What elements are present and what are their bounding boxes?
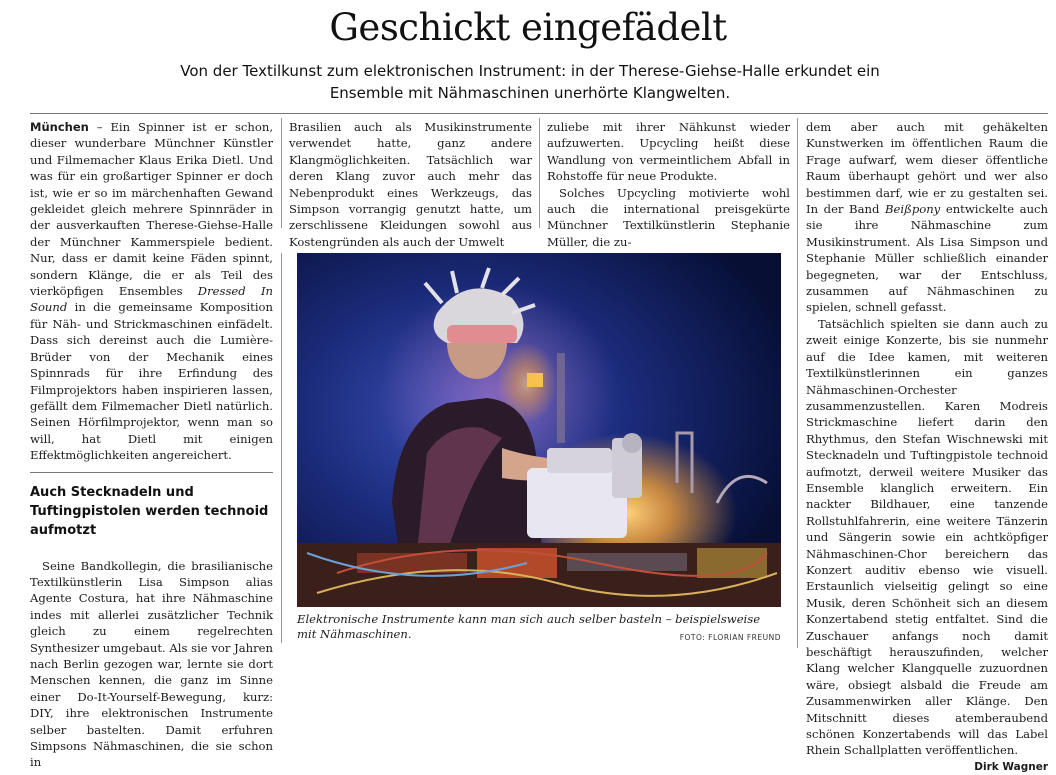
author-byline: Dirk Wagner bbox=[974, 760, 1048, 773]
subheading-rule bbox=[30, 472, 273, 473]
paragraph bbox=[806, 316, 1048, 773]
paragraph bbox=[30, 119, 273, 464]
dateline: München bbox=[30, 120, 89, 134]
concert-photo bbox=[297, 253, 781, 607]
column-divider bbox=[281, 253, 282, 643]
article-column-4 bbox=[806, 119, 1049, 773]
caption-text: Elektronische Instrumente kann man sich auch selber basteln – beispielsweise mit Nähmaschinen. bbox=[297, 612, 761, 641]
column-divider bbox=[539, 118, 540, 228]
paragraph-text: in die gemeinsame Komposition für Näh- und Strickmaschinen einfädelt. Dass sich dereinst auch die Lumière-Brüder von der Mechanik eines Spinnrads für ihre Erfindung des Filmprojektors haben inspirieren lassen, gefällt dem Filmemacher Dietl natürlich. Seinen Hörfilmprojektor, wenn man so will, hat Dietl mit einigen Effektmöglichkeiten angereichert. bbox=[30, 300, 273, 463]
paragraph-text: entwickelte auch sie ihre Nähmaschine zum Musikinstrument. Als Lisa Simpson und Stephanie Müller schließlich einander begegneten, war der Entschluss, zusammen auf Nähmaschinen zu spielen, schnell gefasst. bbox=[806, 202, 1049, 315]
ensemble-name: Dressed In Sound bbox=[30, 284, 273, 315]
column-divider bbox=[797, 118, 798, 648]
paragraph: Solches Upcycling motivierte wohl auch die international preisgekürte Münchner Textilkünstlerin Stephanie Müller, die zu- bbox=[547, 185, 790, 249]
photo-credit: FOTO: FLORIAN FREUND bbox=[679, 633, 781, 642]
article-subheadline: Von der Textilkunst zum elektronischen Instrument: in der Therese-Giehse-Halle erkundet ein Ensemble mit Nähmaschinen unerhörte Klangwelten. bbox=[180, 62, 880, 102]
band-name: Beißpony bbox=[884, 202, 941, 217]
column-divider bbox=[281, 118, 282, 228]
paragraph: Brasilien auch als Musikinstrumente verwendet hatte, ganz andere Klangmöglichkeiten. Tatsächlich war deren Klang zuvor auch mehr das Nebenprodukt eines Werkzeugs, das Simpson vorrangig genutzt hatte, um zerschlissene Kleidungen sowohl aus Kostengründen als auch der Umwelt bbox=[289, 120, 532, 249]
paragraph-text: – Ein Spinner ist er schon, dieser wunderbare Münchner Künstler und Filmemacher Klaus Erika Dietl. Und was für ein großartiger Spinner er doch ist, wie er so im märchenhaften Gewand gekleidet gleich mehrere Spinnräder in der ausverkauften Therese-Giehse-Halle der Münchner Kammerspiele bedient. Nur, dass er damit keine Fäden spinnt, sondern Klänge, die er als Teil des vierköpfigen Ensembles bbox=[30, 120, 273, 299]
top-rule bbox=[30, 113, 1048, 114]
paragraph: zuliebe mit ihrer Nähkunst wieder aufzuwerten. Upcycling heißt diese Wandlung von vermeintlichem Abfall in Rohstoffe für neue Produkte. bbox=[547, 120, 790, 184]
paragraph-text: Tatsächlich spielten sie dann auch zu zweit einige Konzerte, bis sie nunmehr auf die Idee kamen, mit weiteren Textilkünstlerinnen ein ganzes Nähmaschinen-Orchester zusammenzustellen. Karen Modreis Strickmaschine liefert darin den Rhythmus, den Stefan Wischnewski mit Stecknadeln und Tuftingpistole technoid aufmotzt, derweil weitere Musiker das Ensemble klanglich erweitern. Ein nackter Bildhauer, eine tanzende Rollstuhlfahrerin, eine weitere Tänzerin und Sängerin sowie ein achtköpfiger Nähmaschinen-Chor bereichern das Konzert auditiv ebenso wie visuell. Erstaunlich vielseitig gelingt so eine Musik, deren Schönheit sich an diesem Konzertabend stetig entfaltet. Sind die Zuschauer anfangs noch damit beschäftigt herauszufinden, welcher Klang welcher Klangquelle zuzuordnen wäre, obsiegt alsbald die Freude am Zusammenwirken aller Klänge. Den Mitschnitt dieses atemberaubend schönen Konzertabends will das Label Rhein Schallplatten veröffentlichen. bbox=[806, 316, 1048, 758]
subheading: Auch Stecknadeln und Tuftingpistolen werden technoid aufmotzt bbox=[30, 484, 269, 538]
paragraph bbox=[806, 119, 1048, 316]
concert-photo-illustration bbox=[297, 253, 781, 607]
article-column-2 bbox=[289, 119, 532, 249]
article-column-3 bbox=[547, 119, 790, 249]
paragraph: Seine Bandkollegin, die brasilianische Textilkünstlerin Lisa Simpson alias Agente Costura, hat ihre Nähmaschine indes mit allerlei zusätzlicher Technik gleich zu einem regelrechten Synthesizer umgebaut. Als sie vor Jahren nach Berlin gezogen war, lernte sie dort Menschen kennen, die ganz im Sinne einer Do-It-Yourself-Bewegung, kurz: DIY, ihre elektronischen Instrumente selber bastelten. Damit erfuhren Simpsons Nähmaschinen, die sie schon in bbox=[30, 558, 273, 770]
article-headline: Geschickt eingefädelt bbox=[329, 6, 727, 49]
article-column-1 bbox=[30, 119, 273, 770]
paragraph-text: dem aber auch mit gehäkelten Kunstwerken im öffentlichen Raum die Frage aufwarf, wem dieser öffentliche Raum überhaupt gehört und wer also bestimmen darf, wie er zu gestalten sei. In der Band bbox=[806, 120, 1048, 217]
